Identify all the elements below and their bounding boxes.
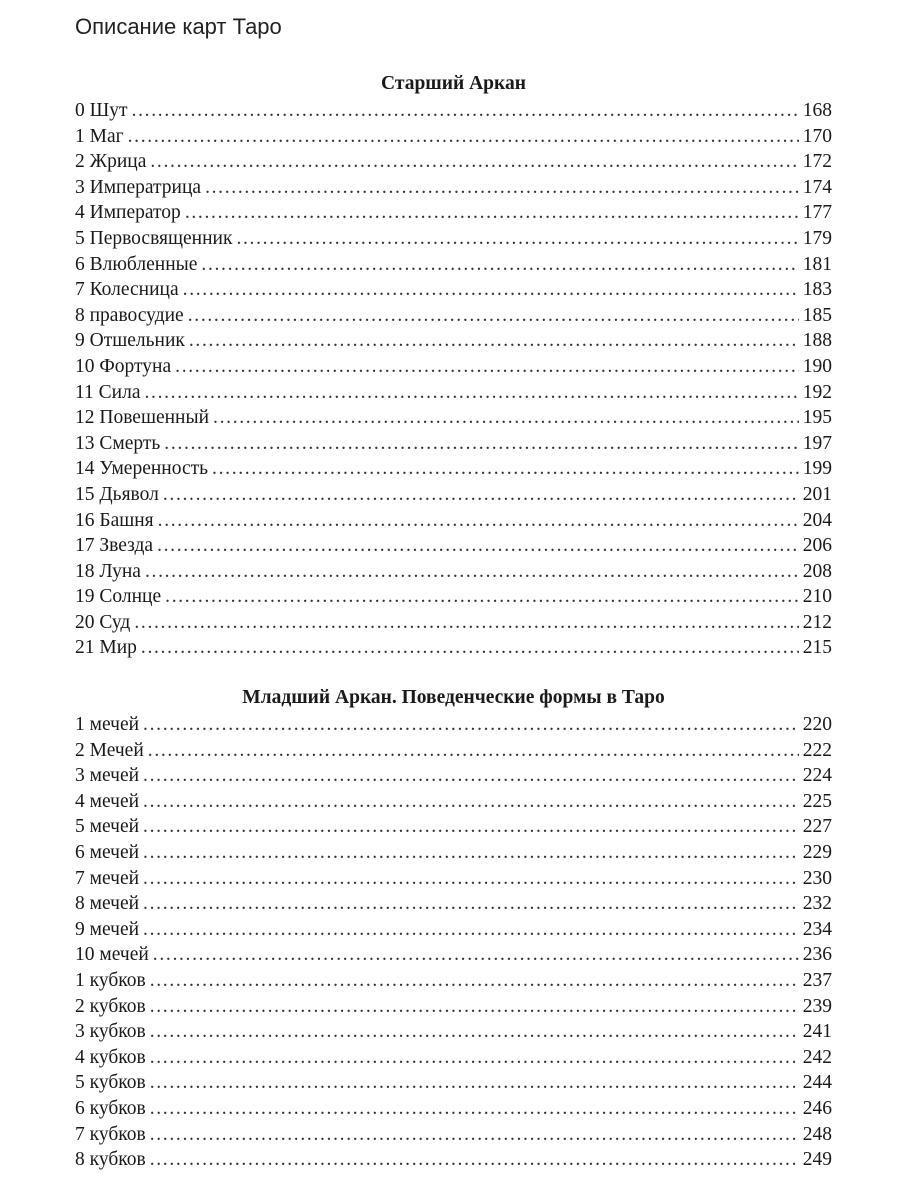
toc-entry-page-number: 201: [802, 483, 832, 505]
toc-entry-page-number: 239: [802, 995, 832, 1017]
dot-leader: [143, 814, 799, 840]
toc-entry-page-number: 242: [802, 1046, 832, 1068]
dot-leader: [153, 942, 799, 968]
toc-entry: [75, 968, 832, 994]
toc-entry-page-number: 222: [802, 739, 832, 761]
toc-entry-label: 8 правосудие: [75, 304, 184, 326]
toc-entry-label: 1 кубков: [75, 969, 146, 991]
toc-entry-page-number: 220: [802, 714, 832, 735]
section-title-minor: Младший Аркан. Поведенческие формы в Таро: [242, 687, 665, 708]
toc-entry-page-number: 174: [802, 176, 832, 198]
dot-leader: [143, 891, 799, 917]
toc-entry-label: 7 Колесница: [75, 279, 179, 301]
toc-entry-label: 20 Суд: [75, 611, 131, 633]
toc-entry: [75, 149, 832, 175]
toc-entry-label: 3 Императрица: [75, 176, 202, 198]
toc-entry-page-number: 172: [802, 151, 832, 173]
toc-entry-label: 7 мечей: [75, 867, 140, 889]
toc-entry-page-number: 249: [802, 1149, 832, 1171]
toc-entry-page-number: 179: [802, 227, 832, 249]
toc-entry: [75, 328, 832, 354]
toc-entry-label: 19 Солнце: [75, 586, 162, 608]
dot-leader: [148, 738, 799, 764]
toc-entry: [75, 354, 832, 380]
dot-leader: [175, 354, 799, 380]
toc-entry: [75, 1147, 832, 1173]
toc-entry-label: 5 Первосвященник: [75, 227, 233, 249]
dot-leader: [157, 533, 799, 559]
dot-leader: [150, 1122, 799, 1148]
dot-leader: [158, 508, 799, 534]
dot-leader: [165, 584, 799, 610]
dot-leader: [163, 482, 799, 508]
minor-arcana-section: [75, 686, 832, 1173]
toc-entry: [75, 277, 832, 303]
minor-arcana-list: [75, 712, 832, 1173]
toc-entry-page-number: 199: [802, 458, 832, 480]
toc-entry: [75, 508, 832, 534]
toc-entry-page-number: 234: [802, 918, 832, 940]
toc-entry-page-number: 197: [802, 432, 832, 454]
toc-entry-page-number: 183: [802, 279, 832, 301]
dot-leader: [212, 456, 799, 482]
dot-leader: [150, 1096, 799, 1122]
toc-entry-page-number: 168: [802, 100, 832, 121]
toc-entry: [75, 226, 832, 252]
toc-entry-label: 8 кубков: [75, 1149, 146, 1171]
toc-entry: [75, 482, 832, 508]
toc-entry-page-number: 215: [802, 637, 832, 659]
toc-entry: [75, 891, 832, 917]
dot-leader: [150, 1070, 799, 1096]
toc-entry: [75, 303, 832, 329]
dot-leader: [128, 124, 799, 150]
toc-entry: [75, 175, 832, 201]
toc-entry: [75, 559, 832, 585]
toc-entry-label: 3 кубков: [75, 1021, 146, 1043]
dot-leader: [188, 303, 799, 329]
dot-leader: [143, 763, 799, 789]
toc-entry-page-number: 246: [802, 1097, 832, 1119]
toc-entry-label: 4 мечей: [75, 790, 140, 812]
toc-entry-label: 5 мечей: [75, 816, 140, 838]
toc-entry-label: 5 кубков: [75, 1072, 146, 1094]
toc-entry: [75, 866, 832, 892]
toc-entry: [75, 380, 832, 406]
toc-entry-label: 12 Повешенный: [75, 407, 210, 429]
dot-leader: [143, 712, 799, 738]
toc-entry: [75, 584, 832, 610]
toc-entry-page-number: 232: [802, 893, 832, 915]
toc-entry-label: 13 Смерть: [75, 432, 161, 454]
toc-entry: [75, 124, 832, 150]
toc-entry-page-number: 236: [802, 944, 832, 966]
dot-leader: [183, 277, 799, 303]
toc-entry: [75, 1019, 832, 1045]
toc-entry-page-number: 185: [802, 304, 832, 326]
toc-entry-label: 9 Отшельник: [75, 330, 185, 352]
major-arcana-list: [75, 98, 832, 661]
toc-entry-label: 17 Звезда: [75, 535, 154, 557]
toc-entry-page-number: 206: [802, 535, 832, 557]
toc-entry-page-number: 227: [802, 816, 832, 838]
toc-entry-label: 3 мечей: [75, 765, 140, 787]
toc-entry: [75, 635, 832, 661]
toc-entry: [75, 814, 832, 840]
toc-entry-page-number: 177: [802, 202, 832, 224]
dot-leader: [150, 1147, 799, 1173]
dot-leader: [144, 380, 798, 406]
toc-entry: [75, 1122, 832, 1148]
toc-entry-page-number: 188: [802, 330, 832, 352]
toc-entry-page-number: 225: [802, 790, 832, 812]
dot-leader: [150, 149, 798, 175]
toc-entry: [75, 712, 832, 738]
toc-entry-label: 4 Император: [75, 202, 181, 224]
toc-entry-page-number: 241: [802, 1021, 832, 1043]
toc-entry-label: 18 Луна: [75, 560, 141, 582]
toc-entry-page-number: 230: [802, 867, 832, 889]
toc-entry: [75, 98, 832, 124]
dot-leader: [143, 840, 799, 866]
toc-entry-label: 1 Маг: [75, 125, 124, 147]
toc-entry-page-number: 224: [802, 765, 832, 787]
toc-entry: [75, 1045, 832, 1071]
dot-leader: [143, 866, 799, 892]
toc-entry-label: 16 Башня: [75, 509, 154, 531]
toc-entry: [75, 763, 832, 789]
toc-entry-page-number: 181: [802, 253, 832, 275]
toc-entry-label: 9 мечей: [75, 918, 140, 940]
dot-leader: [150, 1019, 799, 1045]
toc-entry-page-number: 212: [802, 611, 832, 633]
toc-entry: [75, 252, 832, 278]
toc-entry-page-number: 208: [802, 560, 832, 582]
toc-entry: [75, 789, 832, 815]
dot-leader: [213, 405, 799, 431]
toc-entry: [75, 994, 832, 1020]
dot-leader: [132, 98, 799, 124]
dot-leader: [150, 1045, 799, 1071]
toc-entry-label: 6 Влюбленные: [75, 253, 198, 275]
dot-leader: [236, 226, 798, 252]
toc-entry-label: 4 кубков: [75, 1046, 146, 1068]
toc-entry-label: 21 Мир: [75, 637, 137, 659]
dot-leader: [185, 200, 799, 226]
toc-entry-label: 15 Дьявол: [75, 483, 159, 505]
toc-entry-label: 1 мечей: [75, 714, 140, 735]
toc-entry-label: 10 мечей: [75, 944, 149, 966]
dot-leader: [205, 175, 799, 201]
toc-entry: [75, 431, 832, 457]
toc-entry: [75, 1096, 832, 1122]
toc-entry-label: 0 Шут: [75, 100, 128, 121]
toc-entry: [75, 942, 832, 968]
toc-entry: [75, 917, 832, 943]
dot-leader: [150, 968, 799, 994]
toc-entry: [75, 405, 832, 431]
toc-entry: [75, 533, 832, 559]
toc-entry-label: 6 мечей: [75, 841, 140, 863]
dot-leader: [164, 431, 798, 457]
toc-entry-label: 2 кубков: [75, 995, 146, 1017]
toc-entry: [75, 456, 832, 482]
dot-leader: [150, 994, 799, 1020]
toc-entry-label: 7 кубков: [75, 1123, 146, 1145]
toc-entry-page-number: 237: [802, 969, 832, 991]
toc-entry-label: 6 кубков: [75, 1097, 146, 1119]
toc-entry-page-number: 190: [802, 355, 832, 377]
toc-entry-label: 2 Мечей: [75, 739, 144, 761]
toc-entry-page-number: 244: [802, 1072, 832, 1094]
toc-entry-label: 14 Умеренность: [75, 458, 209, 480]
toc-entry-page-number: 192: [802, 381, 832, 403]
major-arcana-section: [75, 72, 832, 661]
dot-leader: [189, 328, 799, 354]
toc-entry-label: 11 Сила: [75, 381, 141, 403]
toc-entry: [75, 840, 832, 866]
toc-entry-page-number: 248: [802, 1123, 832, 1145]
dot-leader: [134, 610, 798, 636]
toc-entry: [75, 200, 832, 226]
toc-entry-label: 2 Жрица: [75, 151, 147, 173]
toc-entry: [75, 738, 832, 764]
page-title: Описание карт Таро: [75, 14, 282, 39]
toc-entry-page-number: 229: [802, 841, 832, 863]
dot-leader: [145, 559, 799, 585]
dot-leader: [141, 635, 799, 661]
toc-entry-page-number: 204: [802, 509, 832, 531]
toc-entry: [75, 1070, 832, 1096]
toc-entry-page-number: 170: [802, 125, 832, 147]
dot-leader: [143, 789, 799, 815]
dot-leader: [201, 252, 798, 278]
toc-entry-page-number: 195: [802, 407, 832, 429]
dot-leader: [143, 917, 799, 943]
toc-entry-label: 10 Фортуна: [75, 355, 172, 377]
toc-entry-label: 8 мечей: [75, 893, 140, 915]
toc-entry: [75, 610, 832, 636]
toc-entry-page-number: 210: [802, 586, 832, 608]
section-title-major: Старший Аркан: [381, 73, 526, 94]
